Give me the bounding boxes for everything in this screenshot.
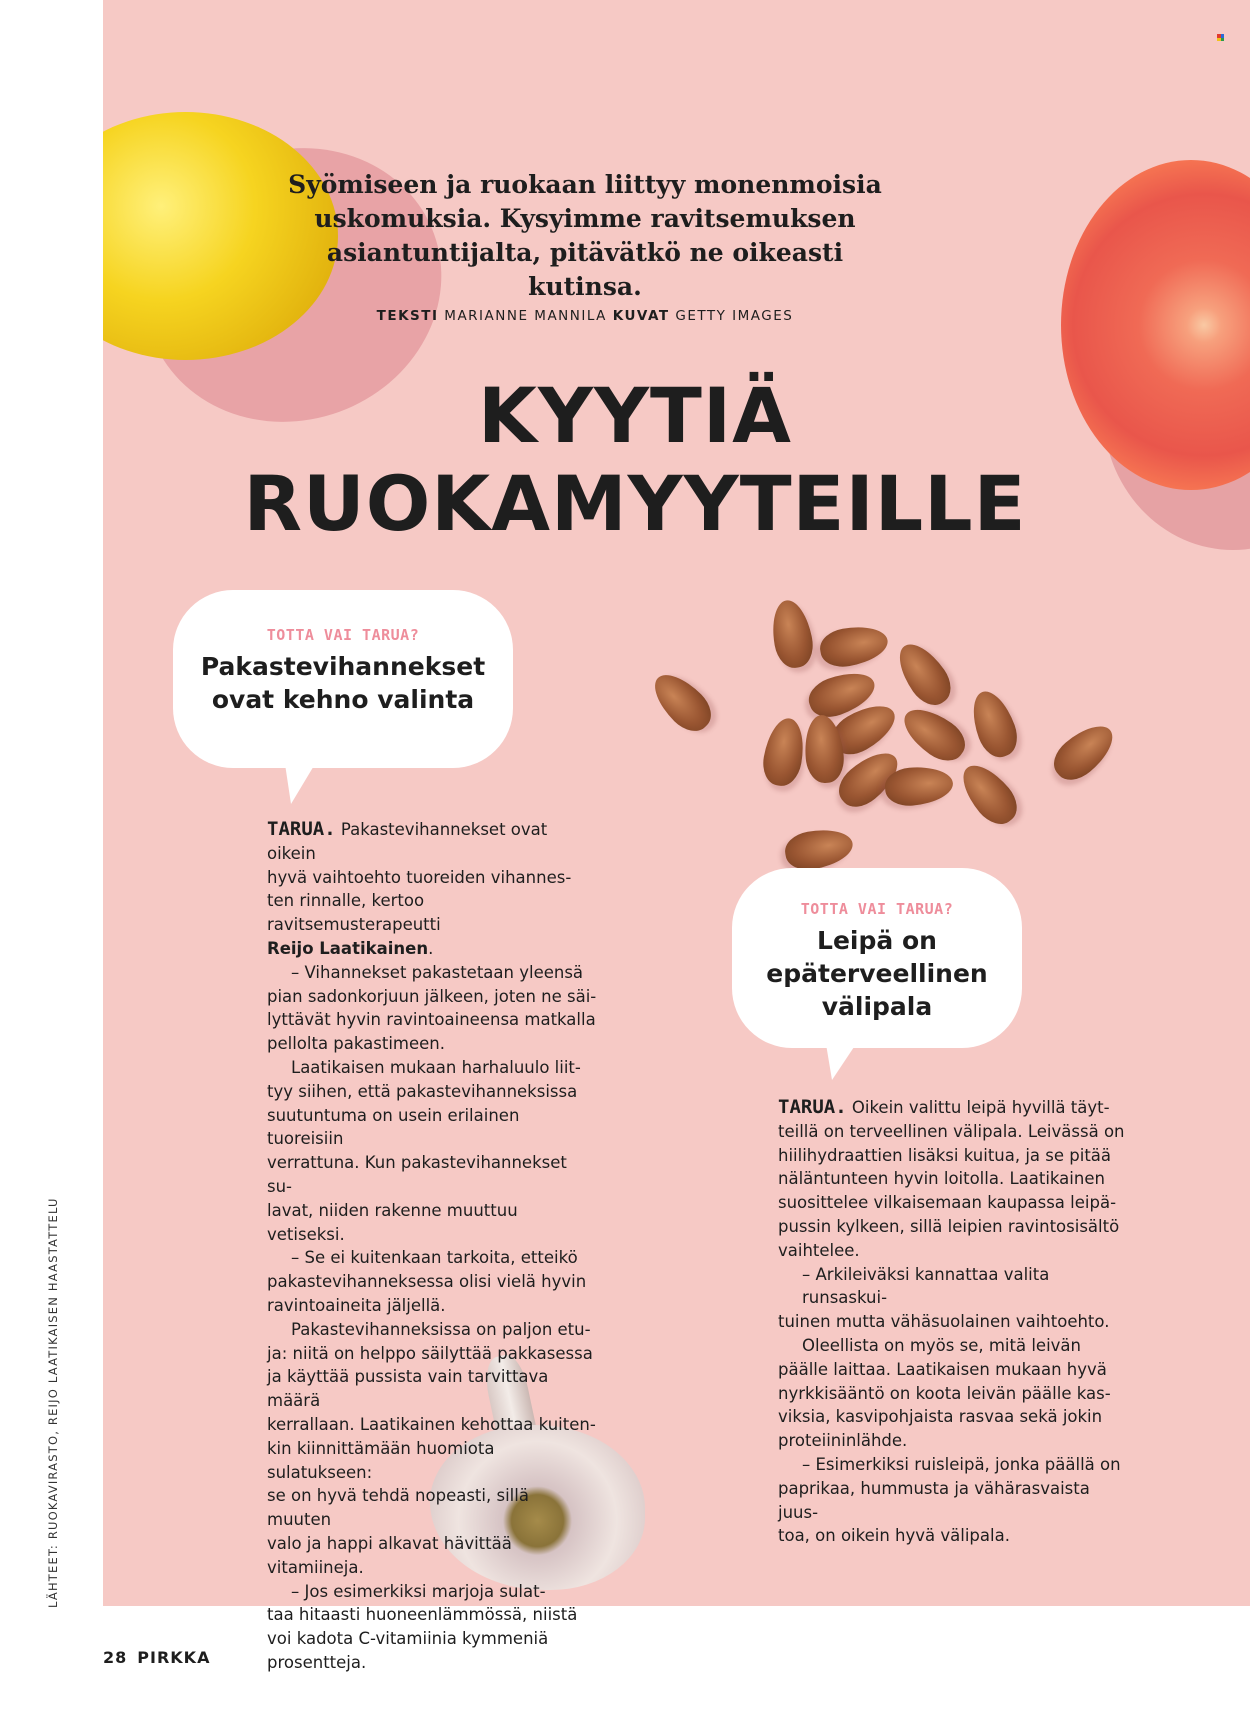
article1-paragraph-2 [267, 961, 597, 1056]
line: voi kadota C-vitamiinia kymmeniä [267, 1629, 549, 1649]
line: Pakastevihannekset ovat oikein [267, 820, 548, 863]
article2-paragraph-2 [778, 1263, 1128, 1334]
line: ja: niitä on helppo säilyttää pakkasessa [267, 1343, 593, 1363]
article1-paragraph-5 [267, 1318, 597, 1580]
speech-bubble-1-tail [285, 764, 315, 804]
line: – Jos esimerkiksi marjoja sulat- [291, 1581, 546, 1601]
line: teillä on terveellinen välipala. Leivässä on [778, 1121, 1125, 1141]
speech-bubble-1 [173, 590, 513, 768]
color-marker [1217, 34, 1224, 41]
line: suosittelee vilkaisemaan kaupassa leipä- [778, 1193, 1117, 1213]
line: näläntunteen hyvin loitolla. Laatikainen [778, 1169, 1105, 1189]
line: – Se ei kuitenkaan tarkoita, etteikö [291, 1248, 578, 1268]
line: vaihtelee. [778, 1240, 860, 1260]
credits-photo-source: GETTY IMAGES [675, 308, 794, 324]
line: verrattuna. Kun pakastevihannekset su- [267, 1153, 567, 1196]
line: pellolta pakastimeen. [267, 1034, 445, 1054]
line: ravintoaineita jäljellä. [267, 1295, 446, 1315]
line: valo ja happi alkavat hävittää vitamiineja. [267, 1533, 512, 1577]
article2-paragraph-4 [778, 1453, 1128, 1548]
speech-bubble-2-tail [826, 1044, 856, 1080]
credits-photo-label: KUVAT [612, 308, 670, 324]
line: prosentteja. [267, 1652, 367, 1672]
expert-name: Reijo Laatikainen [267, 938, 429, 958]
magazine-name: PIRKKA [137, 1648, 211, 1667]
headline [200, 372, 1070, 548]
line: Oleellista on myös se, mitä leivän [802, 1335, 1081, 1355]
line: ten rinnalle, kertoo ravitsemusterapeutti [267, 891, 441, 935]
article1-verdict: TARUA. [267, 818, 336, 840]
line: Oikein valittu leipä hyvillä täyt- [846, 1098, 1110, 1117]
bubble1-kicker: TOTTA VAI TARUA? [266, 626, 420, 644]
page-footer [103, 1648, 220, 1667]
bubble2-line2: epäterveellinen [766, 959, 988, 988]
bubble2-question [732, 924, 1022, 1023]
line: se on hyvä tehdä nopeasti, sillä muuten [267, 1486, 529, 1530]
article-column-2 [778, 1096, 1128, 1548]
headline-line1: KYYTIÄ [478, 371, 792, 460]
article1-paragraph-4 [267, 1246, 597, 1317]
bubble1-line1: Pakastevihannekset [200, 652, 486, 681]
page-number: 28 [103, 1648, 128, 1667]
article2-paragraph-3 [778, 1334, 1128, 1453]
line: pussin kylkeen, sillä leipien ravintosisältö [778, 1216, 1120, 1236]
article1-paragraph-1 [267, 818, 597, 961]
line: lavat, niiden rakenne muuttuu vetiseksi. [267, 1200, 518, 1244]
grapefruit-image [1061, 160, 1250, 490]
line: proteiininlähde. [778, 1431, 908, 1451]
credits-text-author: MARIANNE MANNILA [444, 308, 607, 324]
line: suutuntuma on usein erilainen tuoreisiin [267, 1105, 520, 1149]
line: taa hitaasti huoneenlämmössä, niistä [267, 1605, 578, 1625]
line: hyvä vaihtoehto tuoreiden vihannes- [267, 867, 572, 887]
bubble1-question [173, 650, 513, 716]
article2-paragraph-1 [778, 1096, 1128, 1263]
article-column-1 [267, 818, 597, 1675]
article1-paragraph-6 [267, 1580, 597, 1675]
line: nyrkkisääntö on koota leivän päälle kas- [778, 1383, 1111, 1403]
line: tyy siihen, että pakastevihanneksissa [267, 1081, 578, 1101]
line: lyttävät hyvin ravintoaineensa matkalla [267, 1010, 596, 1030]
headline-line2: RUOKAMYYTEILLE [243, 459, 1027, 548]
credits [280, 308, 890, 324]
line: kerrallaan. Laatikainen kehottaa kuiten- [267, 1414, 596, 1434]
credits-text-label: TEKSTI [376, 308, 439, 324]
line: – Arkileiväksi kannattaa valita runsaskui- [802, 1264, 1050, 1308]
line: pakastevihanneksessa olisi vielä hyvin [267, 1272, 587, 1292]
bubble1-line2: ovat kehno valinta [211, 685, 475, 714]
line: tuinen mutta vähäsuolainen vaihtoehto. [778, 1312, 1110, 1332]
line: kin kiinnittämään huomiota sulatukseen: [267, 1438, 495, 1482]
intro-text: Syömiseen ja ruokaan liittyy monenmoisia uskomuksia. Kysyimme ravitsemuksen asiantuntijalta, pitävätkö ne oikeasti kutinsa. [288, 170, 882, 301]
line: – Esimerkiksi ruisleipä, jonka päällä on [802, 1454, 1121, 1474]
line: Laatikaisen mukaan harhaluulo liit- [291, 1057, 581, 1077]
line: ja käyttää pussista vain tarvittava määrä [267, 1367, 549, 1411]
line: toa, on oikein hyvä välipala. [778, 1526, 1010, 1546]
line: hiilihydraattien lisäksi kuitua, ja se pitää [778, 1145, 1112, 1165]
line: päälle laittaa. Laatikaisen mukaan hyvä [778, 1359, 1107, 1379]
line: Pakastevihanneksissa on paljon etu- [291, 1319, 591, 1339]
line: pian sadonkorjuun jälkeen, joten ne säi- [267, 986, 597, 1006]
bubble2-line1: Leipä on [817, 926, 937, 955]
line: – Vihannekset pakastetaan yleensä [291, 962, 584, 982]
article1-paragraph-3 [267, 1056, 597, 1246]
article2-verdict: TARUA. [778, 1096, 847, 1118]
bubble2-kicker: TOTTA VAI TARUA? [800, 900, 954, 918]
speech-bubble-2 [732, 868, 1022, 1048]
line: viksia, kasvipohjaista rasvaa sekä jokin [778, 1407, 1103, 1427]
line: paprikaa, hummusta ja vähärasvaista juus- [778, 1478, 1090, 1522]
bubble2-line3: välipala [821, 992, 933, 1021]
line: . [428, 938, 434, 958]
sources-note: LÄHTEET: RUOKAVIRASTO, REIJO LAATIKAISEN HAASTATTELU [46, 1197, 60, 1608]
